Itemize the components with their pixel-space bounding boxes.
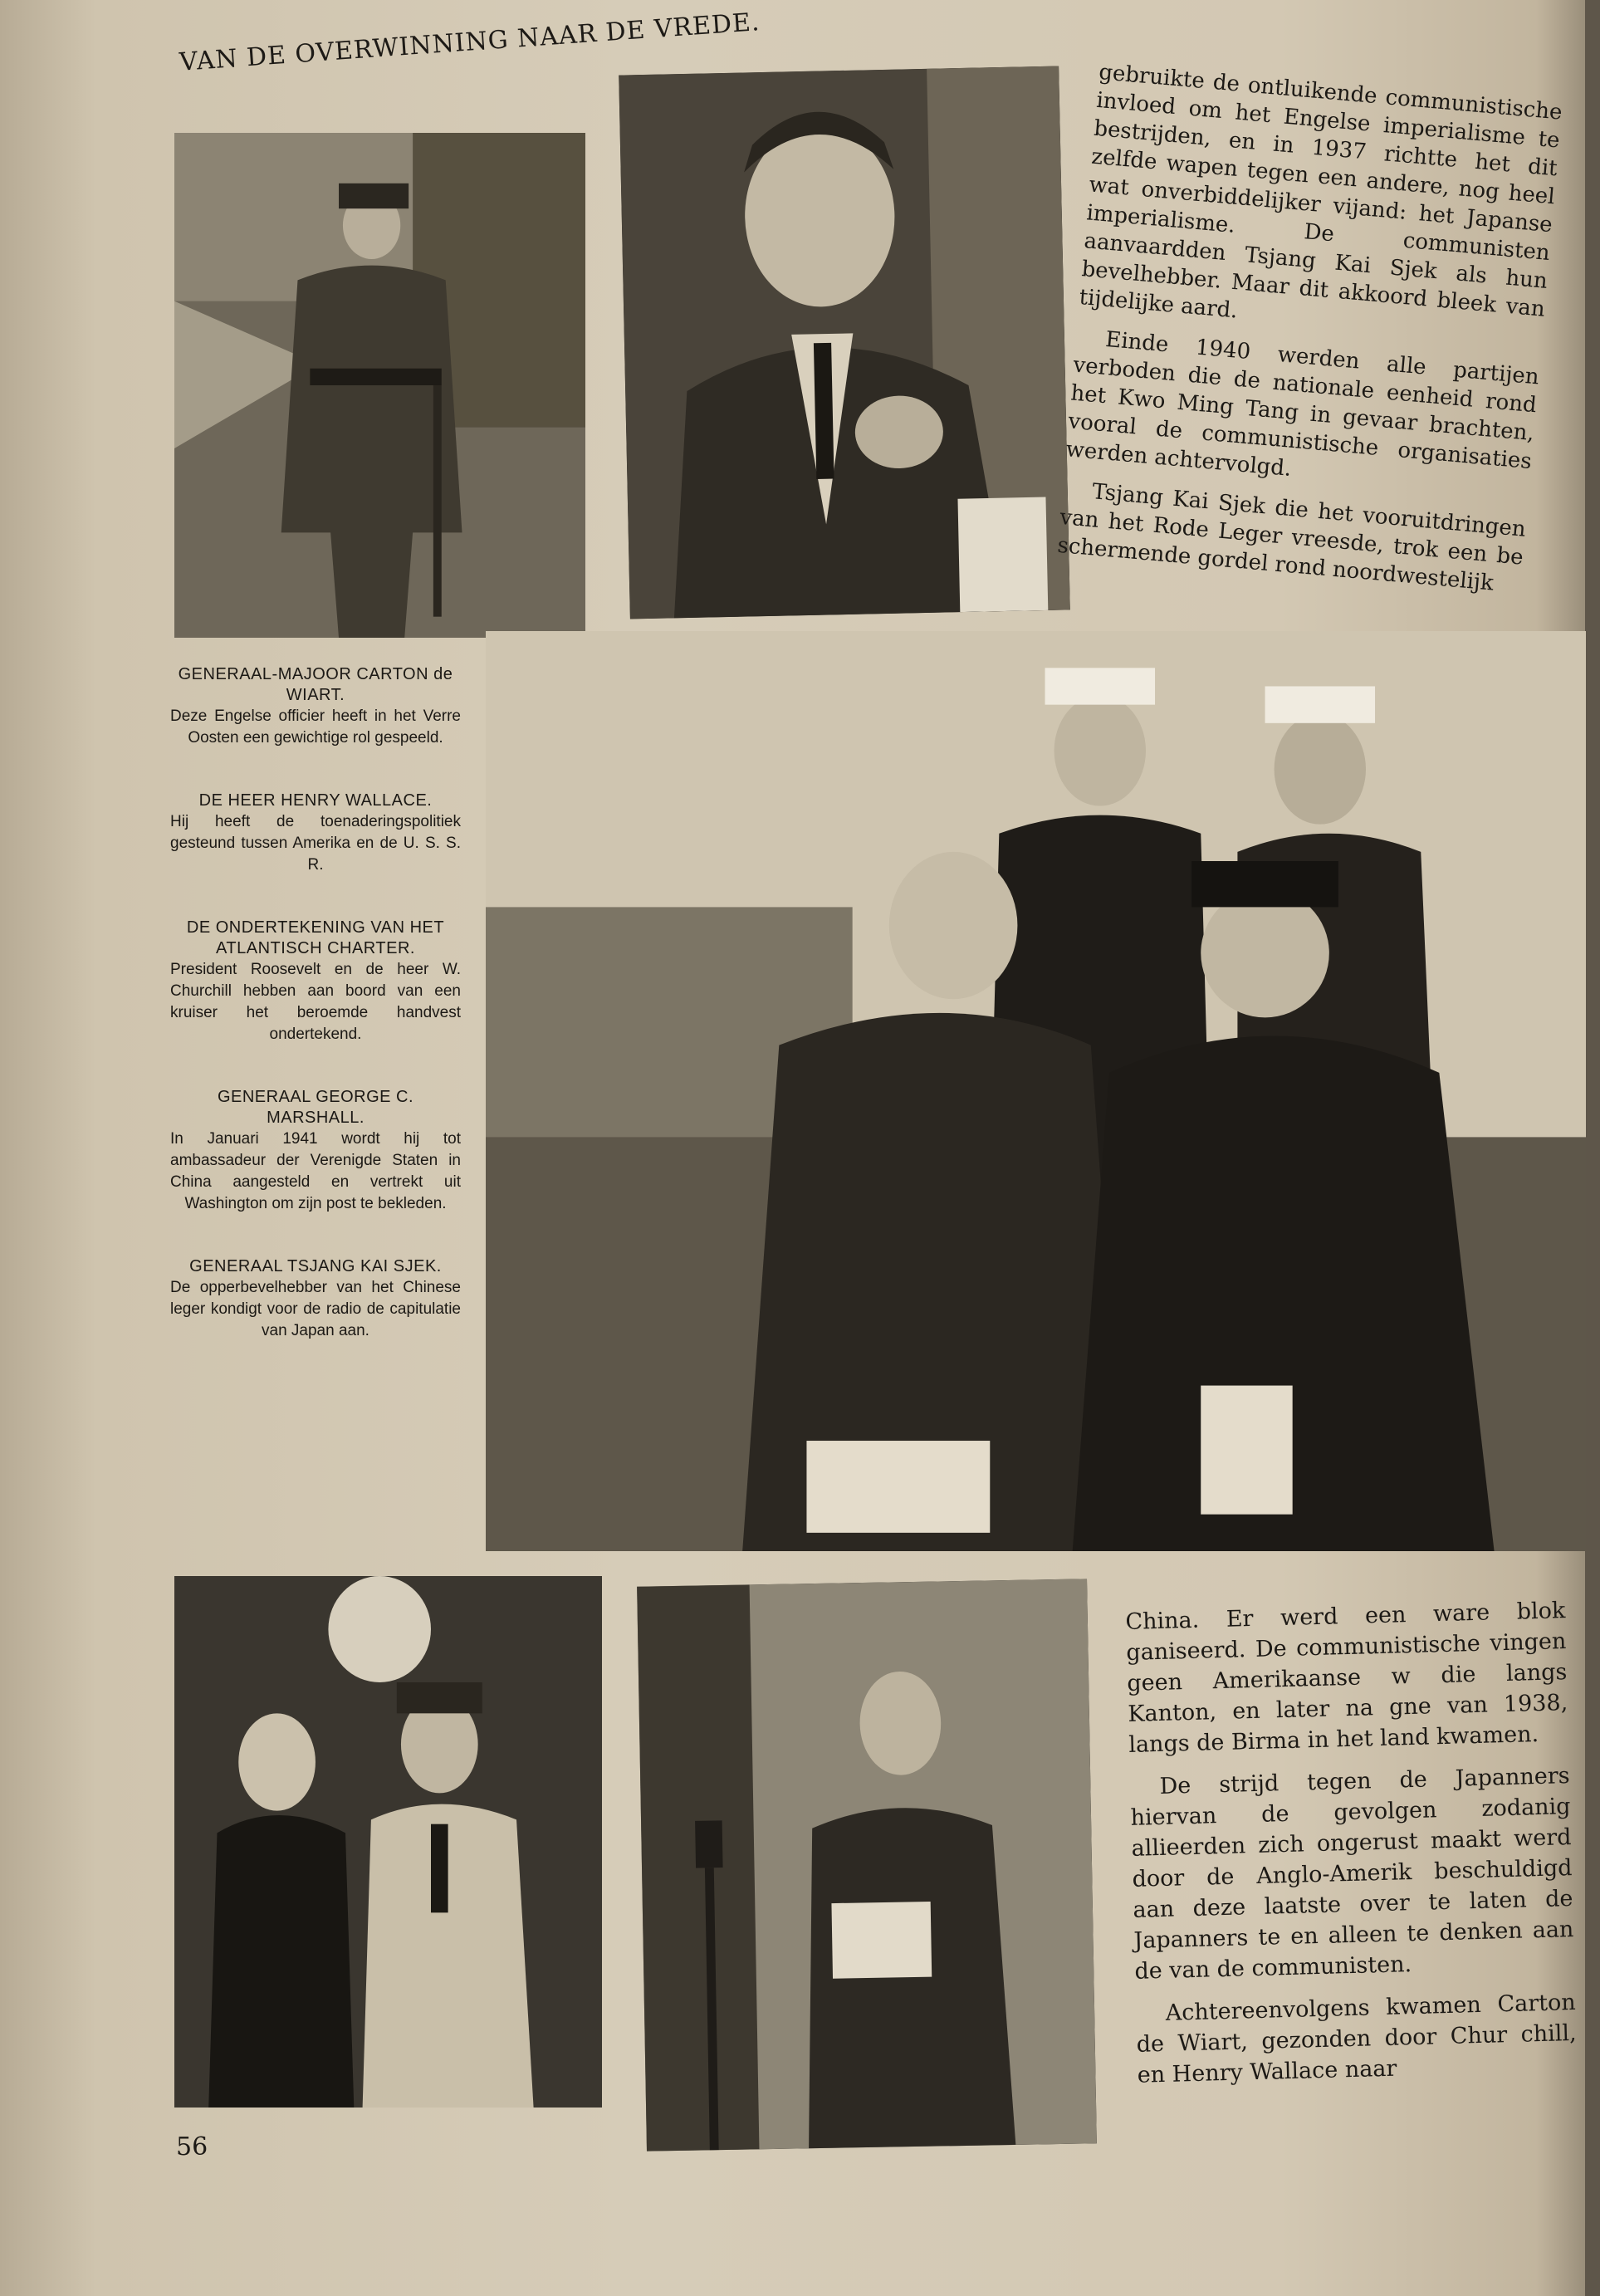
paragraph: China. Er werd een ware blok ganiseerd. De communistische vingen geen Amerikaanse w die langs Kanton, en later na gne van 1938, langs de Birma in het land kwamen. [1125,1598,1568,1758]
caption-text: Hij heeft de toenaderingspolitiek gesteund tussen Amerika en de U. S. S. R. [170,813,461,874]
caption-henry-wallace [170,791,461,876]
paragraph: Achtereenvolgens kwamen Carton de Wiart, gezonden door Chur chill, en Henry Wallace naar [1136,1989,1578,2088]
running-head: VAN DE OVERWINNING NAAR DE VREDE. [179,7,761,77]
caption-atlantic-charter [170,918,461,1045]
caption-text: De opperbevelhebber van het Chinese leger kondigt voor de radio de capitulatie van Japan aan. [170,1279,461,1339]
caption-text: President Roosevelt en de heer W. Churchill hebben aan boord van een kruiser het beroemde handvest ondertekend. [170,961,461,1043]
caption-title: GENERAAL-MAJOOR CARTON de WIART. [178,665,453,704]
book-spine-shadow [1585,0,1600,2296]
paragraph: De strijd tegen de Japanners hiervan de gevolgen zodanig allieerden zich ongerust maakt werd door de Anglo-Amerik beschuldigd aan deze laatste over te laten de Japanners te en alleen te denken aan de van de communisten. [1130,1763,1574,1985]
photo-george-marshall [174,1576,602,2108]
caption-text: Deze Engelse officier heeft in het Verre Oosten een gewichtige rol gespeeld. [170,707,461,747]
caption-carton-de-wiart [170,664,461,749]
caption-tsjang-kai-sjek [170,1256,461,1342]
caption-column [170,664,461,1383]
paragraph: gebruikte de ontluikende communistische invloed om het Engelse imperialisme te bestrijden, en in 1937 richtte het dit zelfde wapen tegen een andere, nog heel wat onverbiddelijker vijand: het Japanse imperialisme. De communisten aanvaardden Tsjang Kai Sjek als hun bevelhebber. Maar dit akkoord bleek van tijdelijke aard. [1078,59,1563,324]
caption-title: DE ONDERTEKENING VAN HET ATLANTISCH CHARTER. [186,918,445,957]
text-column-top [1055,58,1563,611]
caption-title: GENERAAL GEORGE C. MARSHALL. [217,1088,414,1127]
caption-title: GENERAAL TSJANG KAI SJEK. [189,1257,442,1275]
photo-tsjang-kai-sjek [637,1579,1097,2151]
text-column-bottom [1125,1595,1578,2103]
caption-text: In Januari 1941 wordt hij tot ambassadeur der Verenigde Staten in China aangesteld en vertrekt uit Washington om zijn post te bekleden. [170,1130,461,1212]
caption-title: DE HEER HENRY WALLACE. [198,791,433,810]
photo-atlantic-charter [486,631,1586,1551]
paragraph: Einde 1940 werden alle partijen verboden die de nationale eenheid rond het Kwo Ming Tang in gevaar brachten, vooral de communistische organisaties werden achtervolgd. [1064,326,1540,482]
page-number: 56 [176,2132,208,2161]
photo-henry-wallace [619,66,1070,619]
photo-carton-de-wiart [174,133,585,638]
paragraph: Tsjang Kai Sjek die het vooruitdringen van het Rode Leger vreesde, trok een be schermende gordel rond noordwestelijk [1056,479,1527,596]
caption-george-marshall [170,1087,461,1215]
